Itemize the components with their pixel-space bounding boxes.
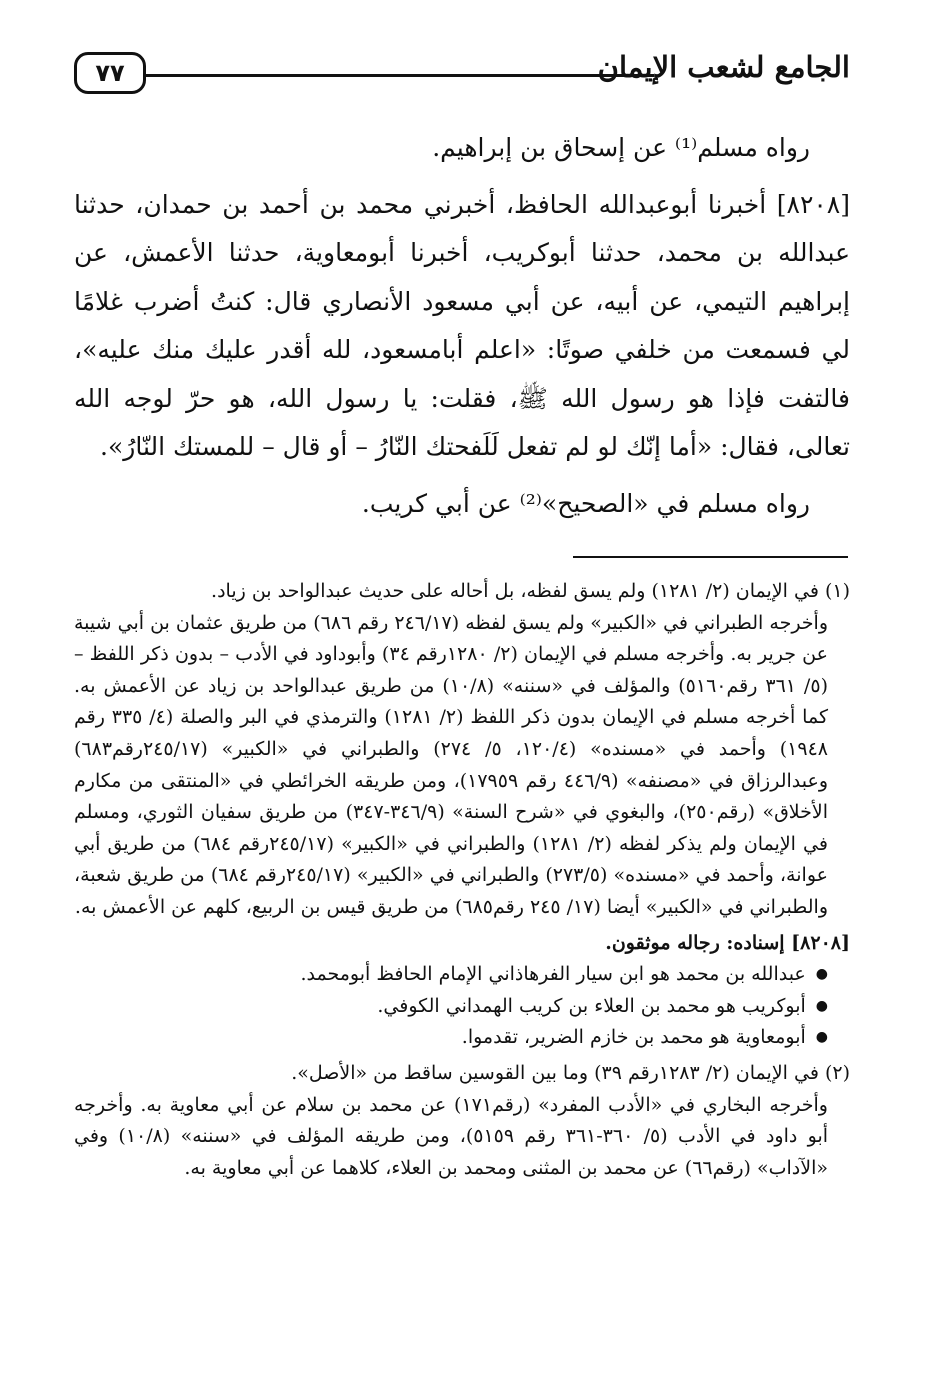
narrator-note: أبوكريب هو محمد بن العلاء بن كريب الهمداني الكوفي. [377,994,806,1017]
main-text [74,124,850,528]
footnote-2: (٢) في الإيمان (٢/ ١٢٨٣رقم ٣٩) وما بين القوسين ساقط من «الأصل». [291,1061,850,1084]
bullet-icon: ● [815,966,828,983]
narration-line-1: رواه مسلم⁽¹⁾ عن إسحاق بن إبراهيم. [432,133,810,162]
header-rule [146,74,654,77]
footnote-2-detail: وأخرجه البخاري في «الأدب المفرد» (رقم١٧١) عن محمد بن سلام عن أبي معاوية به. وأخرجه أبو داود في الأدب (٥/ ٣٦٠-٣٦١ رقم ٥١٥٩)، ومن طريقه المؤلف في «سننه» (١٠/٨) وفي «الآداب» (رقم٦٦) عن محمد بن المثنى ومحمد بن العلاء، كلاهما عن أبي معاوية به. [74,1093,829,1179]
bullet-icon: ● [815,997,828,1014]
page-header [74,48,850,104]
footnote-divider [573,556,848,558]
bullet-icon: ● [815,1029,828,1046]
narrator-note: أبومعاوية هو محمد بن خازم الضرير، تقدموا. [461,1026,806,1049]
narrator-list [74,959,850,1054]
narration-line-2: رواه مسلم في «الصحيح»⁽²⁾ عن أبي كريب. [361,488,810,518]
hadith-8208: [٨٢٠٨] أخبرنا أبوعبدالله الحافظ، أخبرني محمد بن أحمد بن حمدان، حدثنا عبدالله بن محمد، حدثنا أبوكريب، أخبرنا أبومعاوية، حدثنا الأعمش، عن إبراهيم التيمي، عن أبيه، عن أبي مسعود الأنصاري قال: كنتُ أضرب غلامًا لي فسمعت من خلفي صوتًا: «اعلم أبامسعود، لله أقدر عليك منك عليه»، فالتفت فإذا هو رسول الله ﷺ، فقلت: يا رسول الله، هو حرّ لوجه الله تعالى، فقال: «أما إنّك لو لم تفعل لَلَفحتك النّارُ – أو قال – للمستك النّارُ». [74,189,850,461]
page-number: ٧٧ [74,52,146,94]
list-item [74,991,828,1023]
narrator-note: عبدالله بن محمد هو ابن سيار الفرهاذاني الإمام الحافظ أبومحمد. [300,963,806,986]
list-item [74,1022,828,1054]
footnote-1-detail: وأخرجه الطبراني في «الكبير» ولم يسق لفظه (٢٤٦/١٧ رقم ٦٨٦) من طريق عثمان بن أبي شيبة عن جرير به. وأخرجه مسلم في الإيمان (٢/ ١٢٨٠رقم ٣٤) وأبوداود في الأدب – بدون ذكر اللفظ – (٥/ ٣٦١ رقم٥١٦٠) والمؤلف في «سننه» (١٠/٨) من طريق عبدالواحد بن زياد عن الأعمش به. كما أخرجه مسلم في الإيمان بدون ذكر اللفظ (٢/ ١٢٨١) والترمذي في البر والصلة (٤/ ٣٣٥ رقم ١٩٤٨) وأحمد في «مسنده» (١٢٠/٤، ٥/ ٢٧٤) والطبراني في «الكبير» (٢٤٥/١٧رقم٦٨٣) وعبدالرزاق في «مصنفه» (٤٤٦/٩ رقم ١٧٩٥٩)، ومن طريقه الخرائطي في «المنتقى من مكارم الأخلاق» (رقم٢٥٠)، والبغوي في «شرح السنة» (٣٤٦/٩-٣٤٧) من طريق سفيان الثوري، ومسلم في الإيمان ولم يذكر لفظه (٢/ ١٢٨١) والطبراني في «الكبير» (٢٤٥/١٧رقم ٦٨٤) من طريق أبي عوانة، وأحمد في «مسنده» (٢٧٣/٥) والطبراني في «الكبير» (٢٤٥/١٧رقم ٦٨٤) من طريق شعبة، والطبراني في «الكبير» أيضا (١٧/ ٢٤٥ رقم٦٨٥) من طريق قيس بن الربيع، كلهم عن الأعمش به. [74,611,829,918]
isnad-note: [٨٢٠٨] إسناده: رجاله موثقون. [605,931,850,954]
footnote-1: (١) في الإيمان (٢/ ١٢٨١) ولم يسق لفظه، بل أحاله على حديث عبدالواحد بن زياد. [211,580,850,602]
running-title: الجامع لشعب الإيمان [597,50,850,84]
footnotes [74,576,850,1184]
list-item [74,959,828,991]
